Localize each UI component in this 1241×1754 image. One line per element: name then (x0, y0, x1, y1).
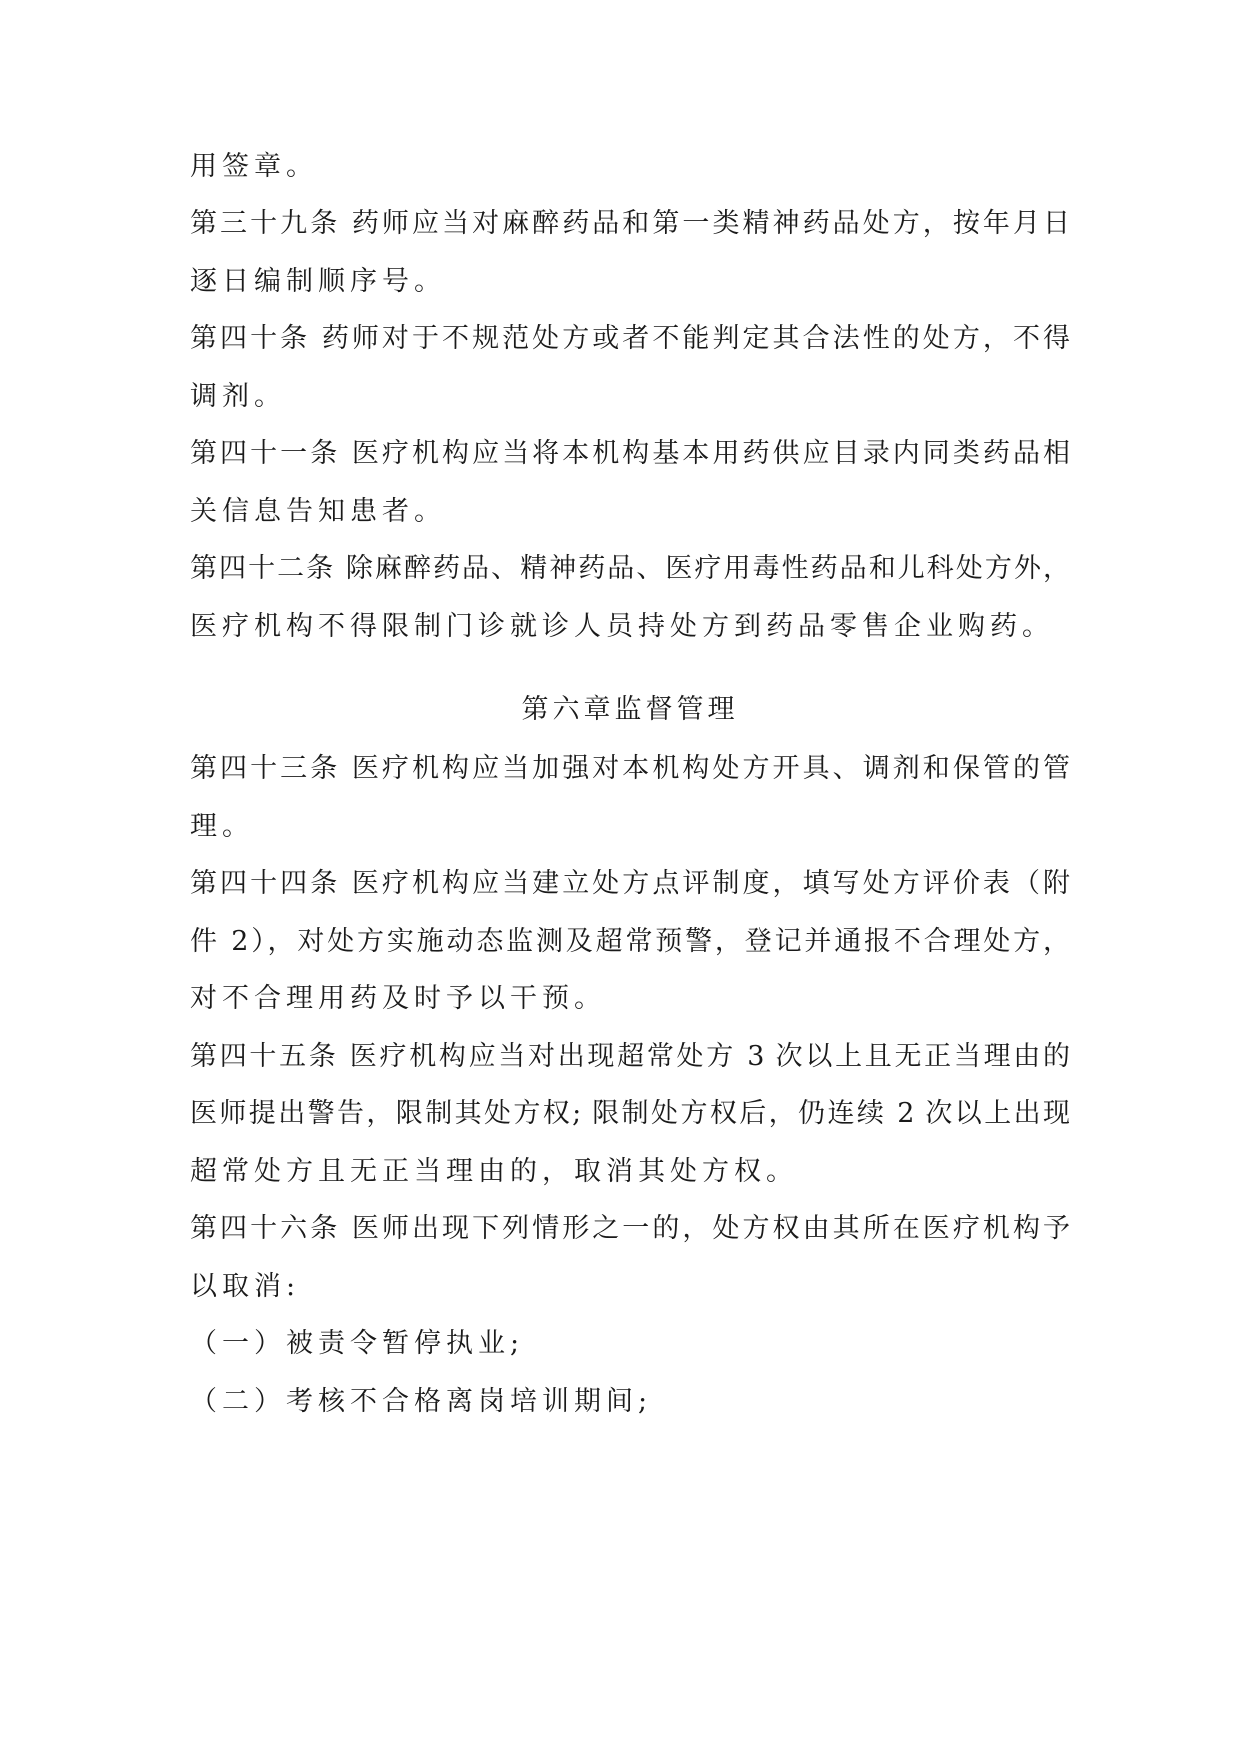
article-41-line-1: 第四十一条 医疗机构应当将本机构基本用药供应目录内同类药品相 (190, 438, 1070, 469)
article-42-line-1: 第四十二条 除麻醉药品、精神药品、医疗用毒性药品和儿科处方外， (190, 553, 1070, 584)
article-45-line-1: 第四十五条 医疗机构应当对出现超常处方 3 次以上且无正当理由的 (190, 1041, 1070, 1072)
article-46-line-1: 第四十六条 医师出现下列情形之一的，处方权由其所在医疗机构予 (190, 1213, 1070, 1244)
chapter-heading: 第六章监督管理 (521, 694, 739, 725)
list-item-2: （二）考核不合格离岗培训期间; (190, 1386, 653, 1417)
article-44-line-2: 件 2），对处方实施动态监测及超常预警，登记并通报不合理处方， (190, 926, 1070, 957)
article-40-line-1: 第四十条 药师对于不规范处方或者不能判定其合法性的处方，不得 (190, 323, 1070, 354)
article-45-line-2: 医师提出警告，限制其处方权; 限制处方权后，仍连续 2 次以上出现 (190, 1098, 1070, 1129)
list-item-1: （一）被责令暂停执业; (190, 1328, 525, 1359)
text-line: 用签章。 (190, 151, 318, 182)
article-42-line-2: 医疗机构不得限制门诊就诊人员持处方到药品零售企业购药。 (190, 611, 1054, 642)
article-40-line-2: 调剂。 (190, 381, 286, 412)
article-43-line-2: 理。 (190, 811, 254, 842)
article-45-line-3: 超常处方且无正当理由的，取消其处方权。 (190, 1156, 798, 1187)
article-43-line-1: 第四十三条 医疗机构应当加强对本机构处方开具、调剂和保管的管 (190, 753, 1070, 784)
article-39-line-2: 逐日编制顺序号。 (190, 266, 446, 297)
article-39-line-1: 第三十九条 药师应当对麻醉药品和第一类精神药品处方，按年月日 (190, 208, 1070, 239)
article-44-line-1: 第四十四条 医疗机构应当建立处方点评制度，填写处方评价表（附 (190, 868, 1070, 899)
article-46-line-2: 以取消: (190, 1271, 301, 1302)
article-41-line-2: 关信息告知患者。 (190, 496, 446, 527)
article-44-line-3: 对不合理用药及时予以干预。 (190, 983, 606, 1014)
